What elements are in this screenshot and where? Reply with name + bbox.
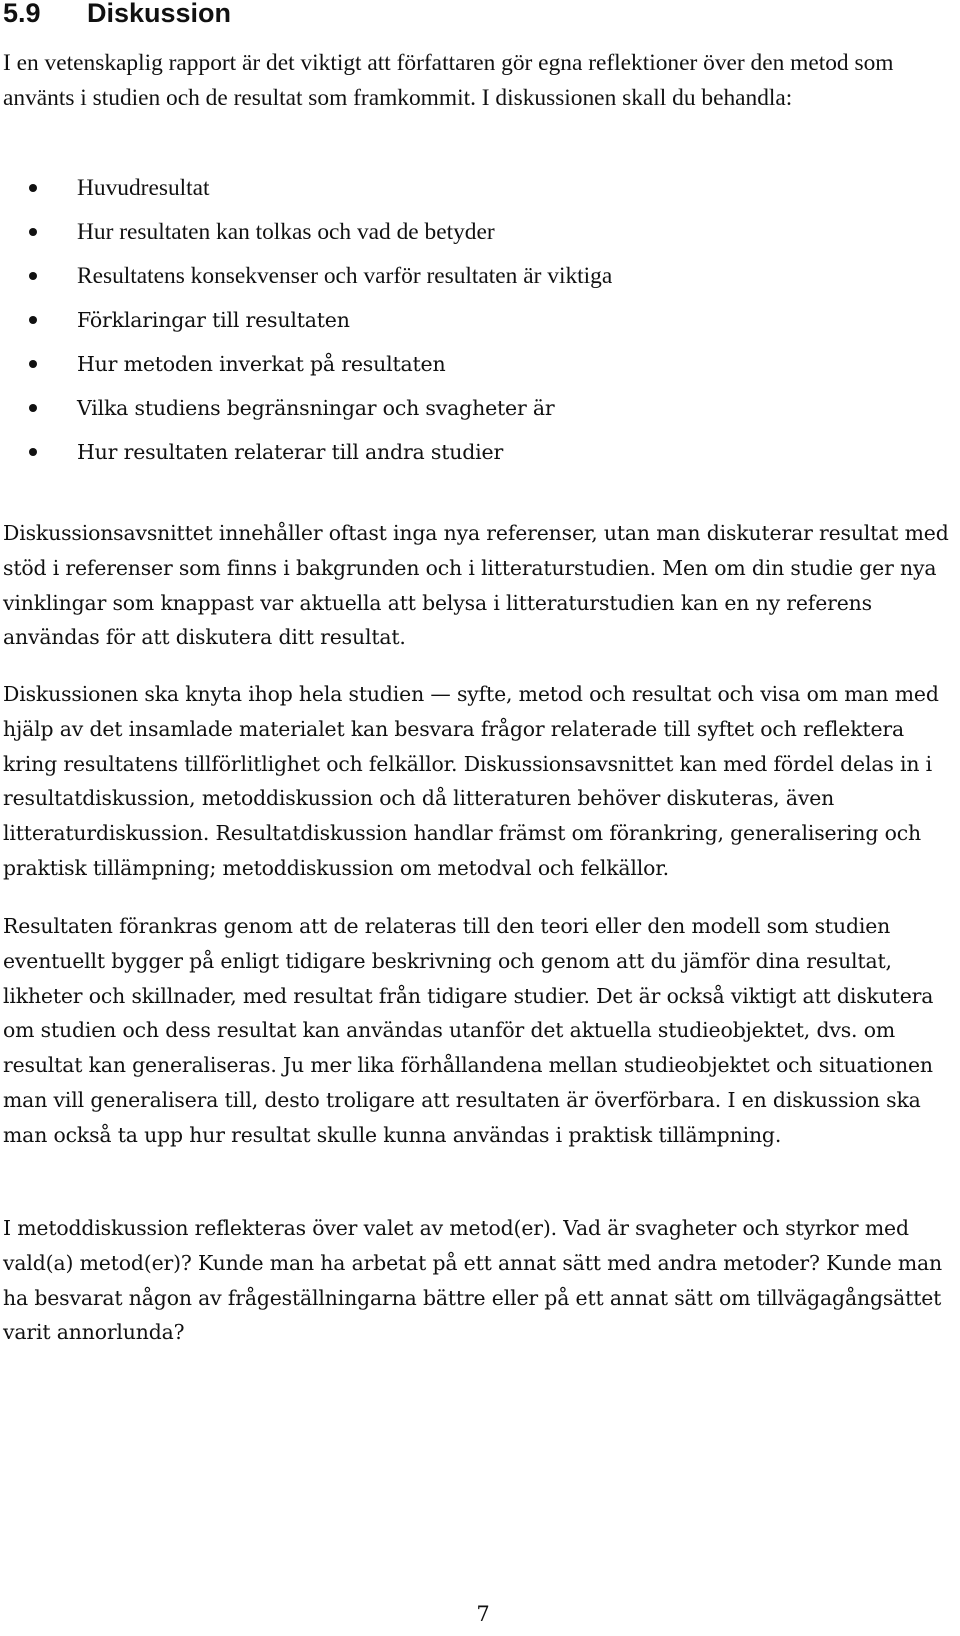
list-item [0,396,940,440]
list-item [0,352,940,396]
bullet-icon [29,360,37,368]
bullet-icon [29,184,37,192]
list-item [0,220,940,264]
bullet-icon [29,272,37,280]
body-paragraph: Diskussionsavsnittet innehåller oftast inga nya referenser, utan man diskuterar resultat med stöd i referenser som finns i bakgrunden och i litteraturstudien. Men om din studie ger nya vinklingar som knappast var aktuella att belysa i litteraturstudien kan en ny referens användas för att diskutera ditt resultat. [3,521,949,650]
section-heading [3,0,231,30]
bullet-list [0,176,940,484]
list-item-text: Hur resultaten kan tolkas och vad de betyder [77,219,495,245]
list-item [0,264,940,308]
list-item-text: Huvudresultat [77,175,210,201]
list-item-text: Hur resultaten relaterar till andra studier [77,440,504,464]
page-number: 7 [476,1602,490,1626]
bullet-icon [29,448,37,456]
bullet-icon [29,228,37,236]
list-item-text: Vilka studiens begränsningar och svagheter är [77,396,555,420]
body-paragraph: I metoddiskussion reflekteras över valet av metod(er). Vad är svagheter och styrkor med vald(a) metod(er)? Kunde man ha arbetat på ett annat sätt med andra metoder? Kunde man ha besvarat någon av frågeställningarna bättre eller på ett annat sätt om tillvägagångsättet varit annorlunda? [3,1216,943,1345]
intro-paragraph: I en vetenskaplig rapport är det viktigt att författaren gör egna reflektioner över den metod som använts i studien och de resultat som framkommit. I diskussionen skall du behandla: [3,50,894,111]
list-item-text: Resultatens konsekvenser och varför resultaten är viktiga [77,263,613,289]
list-item [0,308,940,352]
section-number: 5.9 [3,0,41,28]
list-item [0,440,940,484]
bullet-icon [29,404,37,412]
list-item [0,176,940,220]
list-item-text: Hur metoden inverkat på resultaten [77,352,446,376]
body-paragraph: Diskussionen ska knyta ihop hela studien — syfte, metod och resultat och visa om man med hjälp av det insamlade materialet kan besvara frågor relaterade till syftet och reflektera kring resultatens tillförlitlighet och felkällor. Diskussionsavsnittet kan med fördel delas in i resultatdiskussion, metoddiskussion och då litteraturen behöver diskuteras, även litteraturdiskussion. Resultatdiskussion handlar främst om förankring, generalisering och praktisk tillämpning; metoddiskussion om metodval och felkällor. [3,682,939,880]
section-title: Diskussion [87,0,232,28]
bullet-icon [29,316,37,324]
list-item-text: Förklaringar till resultaten [77,308,350,332]
body-paragraph: Resultaten förankras genom att de relateras till den teori eller den modell som studien eventuellt bygger på enligt tidigare beskrivning och genom att du jämför dina resultat, likheter och skillnader, med resultat från tidigare studier. Det är också viktigt att diskutera om studien och dess resultat kan användas utanför det aktuella studieobjektet, dvs. om resultat kan generaliseras. Ju mer lika förhållandena mellan studieobjektet och situationen man vill generalisera till, desto troligare att resultaten är överförbara. I en diskussion ska man också ta upp hur resultat skulle kunna användas i praktisk tillämpning. [3,914,934,1147]
